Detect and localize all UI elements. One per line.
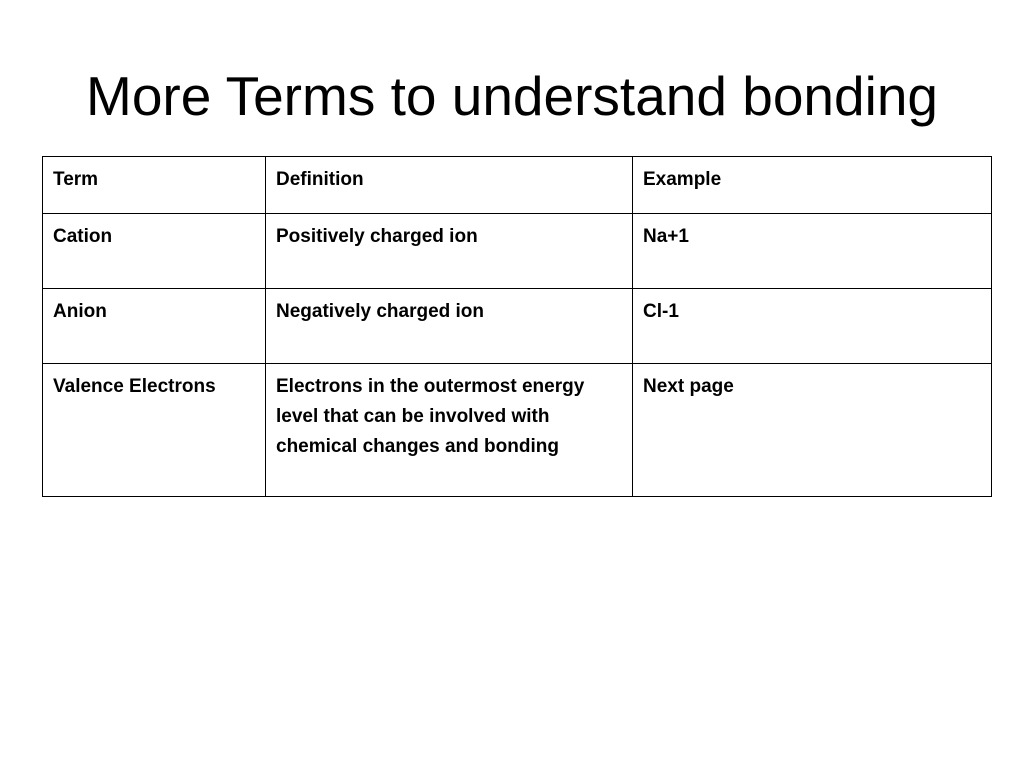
terms-table xyxy=(42,156,992,497)
term-cell: Valence Electrons xyxy=(43,364,266,497)
example-cell: Next page xyxy=(633,364,992,497)
table-row xyxy=(43,289,992,364)
definition-cell: Negatively charged ion xyxy=(266,289,633,364)
header-definition: Definition xyxy=(266,157,633,214)
table-header-row xyxy=(43,157,992,214)
header-example: Example xyxy=(633,157,992,214)
example-cell: Na+1 xyxy=(633,214,992,289)
header-term: Term xyxy=(43,157,266,214)
definition-cell: Electrons in the outermost energy level that can be involved with chemical changes and bonding xyxy=(266,364,633,497)
term-cell: Cation xyxy=(43,214,266,289)
term-cell: Anion xyxy=(43,289,266,364)
slide-title: More Terms to understand bonding xyxy=(86,65,938,127)
table-row xyxy=(43,214,992,289)
definition-cell: Positively charged ion xyxy=(266,214,633,289)
example-cell: Cl-1 xyxy=(633,289,992,364)
table-row xyxy=(43,364,992,497)
